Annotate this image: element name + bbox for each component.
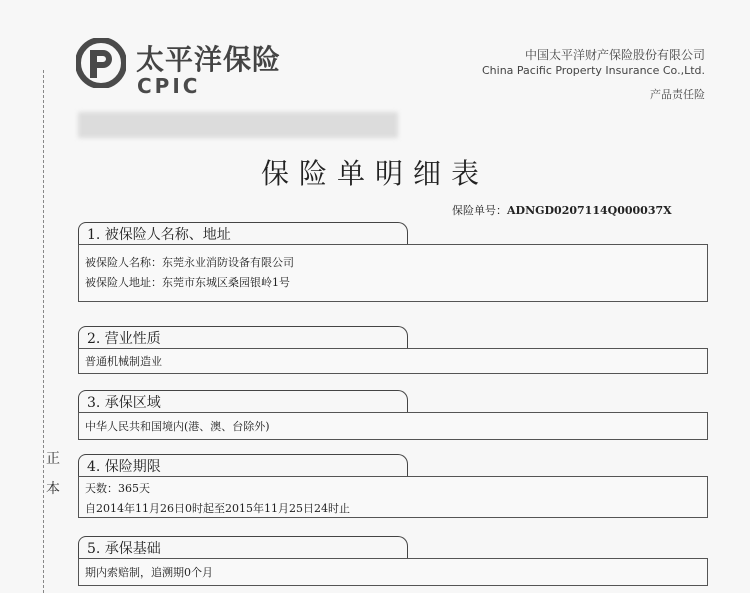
section-heading: 4. 保险期限 [87, 459, 161, 475]
redacted-block [78, 112, 398, 138]
policy-number-label: 保险单号： [452, 204, 507, 217]
section-heading: 1. 被保险人名称、地址 [87, 227, 231, 243]
cpic-logo-icon [76, 38, 126, 88]
company-name-cn: 中国太平洋财产保险股份有限公司 [524, 48, 705, 62]
section-business-nature [78, 326, 708, 374]
period-days: 天数：365天 [85, 482, 150, 495]
section-body [78, 348, 708, 374]
section-heading: 5. 承保基础 [87, 541, 161, 557]
side-mark-char: 本 [46, 481, 60, 497]
section-body [78, 476, 708, 518]
section-heading: 2. 营业性质 [87, 331, 161, 347]
section-heading-box [78, 536, 408, 558]
brand-name-en: CPIC [137, 74, 201, 98]
section-policy-period [78, 454, 708, 518]
product-type: 产品责任险 [650, 88, 705, 101]
section-heading: 3. 承保区域 [87, 395, 161, 411]
business-nature: 普通机械制造业 [85, 355, 162, 368]
section-body [78, 244, 708, 302]
company-name-en: China Pacific Property Insurance Co.,Ltd. [481, 64, 705, 77]
coverage-area: 中华人民共和国境内(港、澳、台除外) [85, 420, 270, 433]
side-mark [44, 444, 62, 504]
section-insured [78, 222, 708, 302]
side-mark-char: 正 [46, 451, 60, 467]
section-heading-box [78, 222, 408, 244]
period-range: 自2014年11月26日0时起至2015年11月25日24时止 [85, 502, 350, 515]
underwriting-basis: 期内索赔制，追溯期0个月 [85, 566, 213, 579]
section-heading-box [78, 454, 408, 476]
section-heading-box [78, 390, 408, 412]
policy-number [452, 202, 672, 218]
section-body [78, 558, 708, 586]
policy-number-value: ADNGD0207114Q000037X [507, 204, 672, 217]
insured-name: 被保险人名称：东莞永业消防设备有限公司 [85, 256, 294, 269]
section-underwriting-basis [78, 536, 708, 586]
brand-name-cn: 太平洋保险 [136, 43, 282, 76]
section-coverage-area [78, 390, 708, 440]
section-heading-box [78, 326, 408, 348]
section-body [78, 412, 708, 440]
margin-dashed-line [43, 70, 44, 593]
document-title: 保险单明细表 [260, 157, 489, 190]
insured-address: 被保险人地址：东莞市东城区桑园银岭1号 [85, 276, 290, 289]
